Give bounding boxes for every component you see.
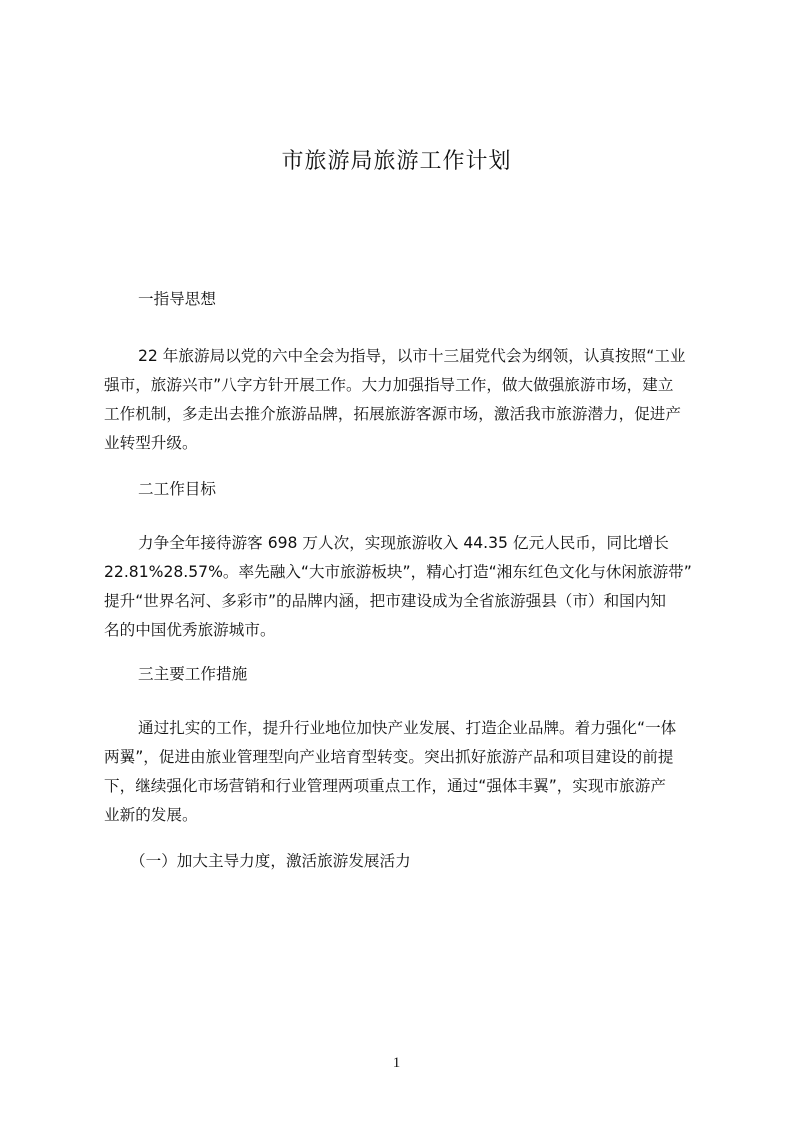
paragraph-line: 两翼”，促进由旅业管理型向产业培育型转变。突出抓好旅游产品和项目建设的前提 [104,748,674,766]
paragraph-line: 22 年旅游局以党的六中全会为指导，以市十三届党代会为纲领，认真按照“工业 [138,347,686,365]
paragraph-line: 工作机制，多走出去推介旅游品牌，拓展旅游客源市场，激活我市旅游潜力，促进产 [104,405,681,423]
paragraph-line: 业新的发展。 [104,806,198,824]
document-title: 市旅游局旅游工作计划 [281,149,512,174]
paragraph-line: 力争全年接待游客 698 万人次，实现旅游收入 44.35 亿元人民币，同比增长 [138,534,669,552]
subsection-heading: （一）加大主导力度，激活旅游发展活力 [130,852,411,870]
section-heading: 三主要工作措施 [138,665,248,683]
paragraph-line: 22.81%28.57%。率先融入“大市旅游板块”，精心打造“湘东红色文化与休闲旅游带” [104,563,692,581]
paragraph-line: 业转型升级。 [104,434,198,452]
section-heading: 一指导思想 [138,290,216,308]
paragraph-line: 强市，旅游兴市”八字方针开展工作。大力加强指导工作，做大做强旅游市场，建立 [104,376,674,394]
paragraph-line: 名的中国优秀旅游城市。 [104,621,276,639]
paragraph-line: 通过扎实的工作，提升行业地位加快产业发展、打造企业品牌。着力强化“一体 [138,719,677,737]
paragraph-line: 下，继续强化市场营销和行业管理两项重点工作，通过“强体丰翼”，实现市旅游产 [104,777,666,795]
section-heading: 二工作目标 [138,480,216,498]
paragraph-line: 提升“世界名河、多彩市”的品牌内涵，把市建设成为全省旅游强县（市）和国内知 [104,592,666,610]
page-number: 1 [392,1055,401,1071]
